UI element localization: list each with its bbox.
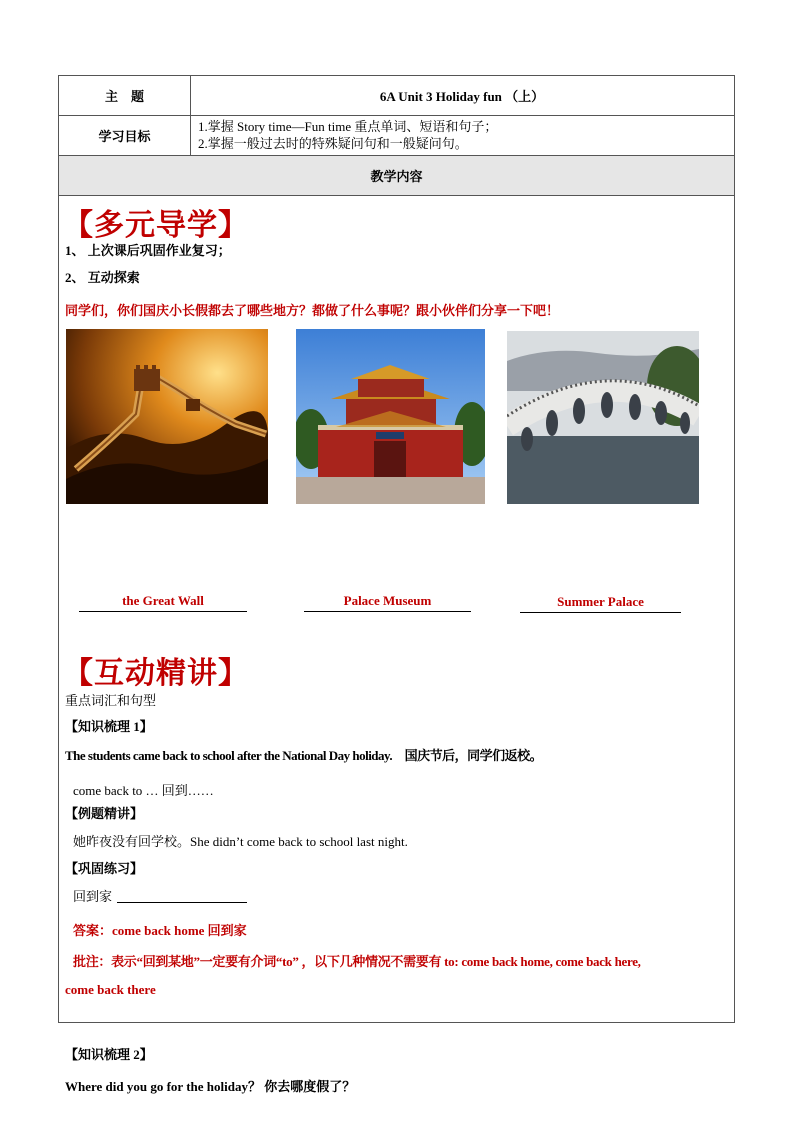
- answer-text: 答案：come back home 回到家: [73, 923, 247, 938]
- goal-item: 2.掌握一般过去时的特殊疑问句和一般疑问句。: [198, 136, 468, 151]
- section-subtitle: 重点词汇和句型: [65, 693, 157, 708]
- photo-caption: Summer Palace: [520, 594, 681, 613]
- palace-museum-photo-icon: [296, 329, 485, 504]
- subject-row: [59, 76, 734, 116]
- key-phrase: come back to … 回到……: [73, 783, 214, 798]
- goal-label: 学习目标: [59, 116, 191, 155]
- section-title: 【互动精讲】: [63, 656, 249, 691]
- summer-palace-photo-icon: [507, 331, 699, 504]
- subject-label: 主 题: [59, 76, 191, 115]
- explore-item: 2、 互动探索: [65, 270, 140, 285]
- teaching-content: [59, 196, 734, 1094]
- note-text-cont: come back there: [65, 982, 156, 997]
- key-sentence: Where did you go for the holiday？ 你去哪度假了？: [65, 1079, 356, 1094]
- share-prompt: 同学们，你们国庆小长假都去了哪些地方？都做了什么事呢？跟小伙伴们分享一下吧！: [65, 303, 560, 318]
- goal-item: 1.掌握 Story time—Fun time 重点单词、短语和句子；: [198, 119, 498, 134]
- lesson-table: [58, 75, 735, 1094]
- content-label: 教学内容: [59, 156, 734, 196]
- practice-label: 【巩固练习】: [65, 861, 144, 876]
- note-text: 批注：表示“回到某地”一定要有介词“to” ，以下几种情况不需要有 to: come back home, come back here,: [73, 954, 641, 969]
- subject-value: 6A Unit 3 Holiday fun （上）: [379, 89, 545, 104]
- goal-list: [190, 116, 734, 155]
- practice-text: 回到家: [73, 889, 113, 904]
- answer-blank[interactable]: [117, 902, 247, 903]
- knowledge-label: 【知识梳理 2】: [65, 1047, 153, 1062]
- review-item: 1、 上次课后巩固作业复习；: [65, 243, 231, 258]
- example-text: 她昨夜没有回学校。She didn’t come back to school last night.: [73, 834, 408, 849]
- photo-caption: the Great Wall: [79, 593, 247, 612]
- photo-caption: Palace Museum: [304, 593, 471, 612]
- example-label: 【例题精讲】: [65, 806, 144, 821]
- goal-row: [59, 116, 734, 156]
- key-sentence: The students came back to school after the National Day holiday. 国庆节后，同学们返校。: [65, 748, 543, 763]
- section-title: 【多元导学】: [63, 208, 249, 243]
- knowledge-label: 【知识梳理 1】: [65, 719, 153, 734]
- great-wall-photo-icon: [66, 329, 268, 504]
